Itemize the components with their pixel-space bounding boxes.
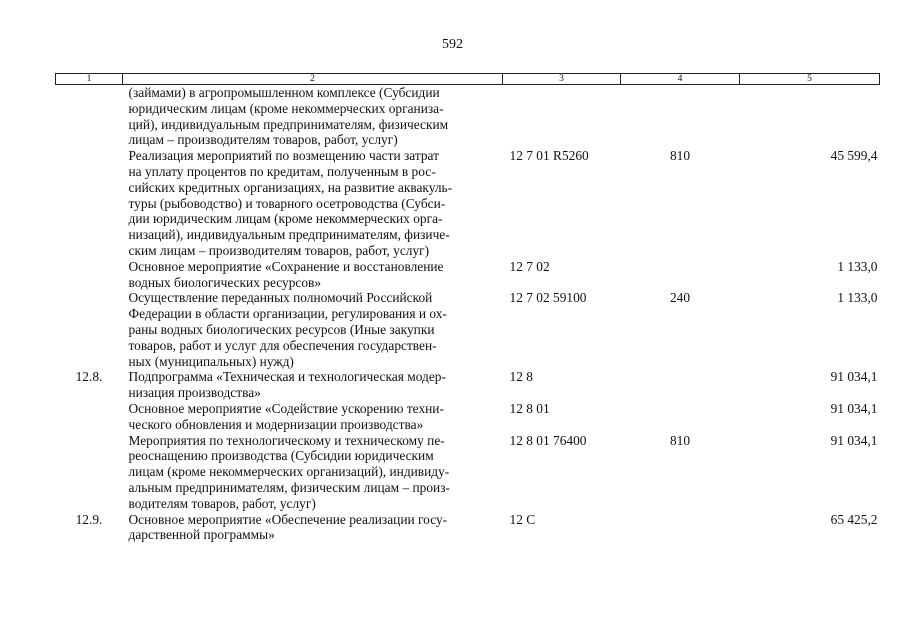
row-amount: [740, 85, 880, 149]
row-name: Основное мероприятие «Содействие ускорению техни- ческого обновления и модернизации производства»: [128, 400, 444, 432]
table-row: [56, 512, 880, 544]
row-name: Осуществление переданных полномочий Российской Федерации в области организации, регулирования и ох- раны водных биологических ресурсов (Иные закупки товаров, работ и услуг для обеспечения государствен- ных (муниципальных) нужд): [128, 290, 447, 369]
row-amount: 1 133,0: [837, 290, 878, 306]
row-amount: 45 599,4: [830, 148, 878, 164]
row-expense-type: [621, 512, 740, 544]
row-name: Основное мероприятие «Обеспечение реализации госу- дарственной программы»: [128, 511, 448, 543]
row-code: 12 8 01 76400: [509, 432, 587, 448]
row-number: [56, 401, 123, 433]
budget-table: [55, 73, 880, 543]
row-expense-type: [621, 259, 740, 291]
table-row: [56, 433, 880, 512]
column-header-2: 2: [123, 74, 503, 85]
row-code: 12 С: [509, 511, 536, 527]
row-name: Реализация мероприятий по возмещению части затрат на уплату процентов по кредитам, полученным в рос- сийских кредитных организациях, на развитие аквакуль- туры (рыбоводство) и товарного осетроводства (Субси- дии юридическим лицам (кроме некоммерческих орга- низаций), индивидуальным предпринимателям, физиче- ским лицам – производителям товаров, работ, услуг): [128, 148, 453, 258]
column-number-row: [56, 74, 880, 85]
table-row: [56, 85, 880, 149]
row-code: 12 7 01 R5260: [509, 148, 589, 164]
row-number: 12.8.: [75, 369, 103, 385]
row-amount: 65 425,2: [830, 511, 878, 527]
row-expense-type: 810: [669, 432, 691, 448]
column-header-1: 1: [56, 74, 123, 85]
column-header-5: 5: [740, 74, 880, 85]
table-row: [56, 148, 880, 259]
row-amount: 91 034,1: [830, 400, 878, 416]
table-row: [56, 369, 880, 401]
row-code: 12 8: [509, 369, 533, 385]
row-name: Основное мероприятие «Сохранение и восстановление водных биологических ресурсов»: [128, 258, 444, 290]
table-row: [56, 401, 880, 433]
row-number: [56, 85, 123, 149]
row-expense-type: 240: [669, 290, 691, 306]
row-number: [56, 259, 123, 291]
row-number: [56, 290, 123, 369]
row-expense-type: 810: [669, 148, 691, 164]
row-expense-type: [621, 369, 740, 401]
row-expense-type: [621, 401, 740, 433]
row-number: [56, 433, 123, 512]
row-expense-type: [621, 85, 740, 149]
row-name: (займами) в агропромышленном комплексе (Субсидии юридическим лицам (кроме некоммерческих организа- ций), индивидуальным предпринимателям, физическим лицам – производителям товаров, работ, услуг): [128, 85, 449, 148]
row-number: [56, 148, 123, 259]
row-code: 12 7 02 59100: [509, 290, 587, 306]
column-header-3: 3: [503, 74, 621, 85]
page-number: 592: [442, 37, 463, 52]
row-number: 12.9.: [75, 511, 103, 527]
table-row: [56, 290, 880, 369]
row-name: Подпрограмма «Техническая и технологическая модер- низация производства»: [128, 369, 446, 401]
row-code: 12 8 01: [509, 400, 550, 416]
row-amount: 1 133,0: [837, 258, 878, 274]
row-amount: 91 034,1: [830, 432, 878, 448]
row-code: 12 7 02: [509, 258, 550, 274]
row-name: Мероприятия по технологическому и техническому пе- реоснащению производства (Субсидии юридическим лицам (кроме некоммерческих организаций), индивиду- альным предпринимателям, физическим лицам – произ- водителям товаров, работ, услуг): [128, 432, 450, 511]
row-code: [503, 85, 621, 149]
column-header-4: 4: [621, 74, 740, 85]
row-amount: 91 034,1: [830, 369, 878, 385]
table-row: [56, 259, 880, 291]
